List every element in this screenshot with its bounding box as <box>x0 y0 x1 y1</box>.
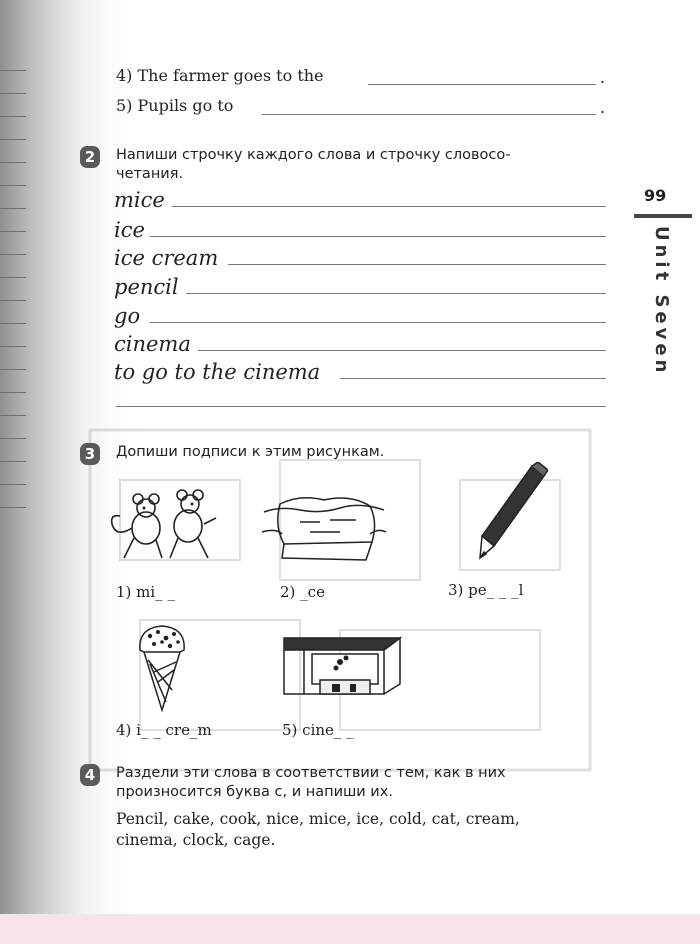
writing-line[interactable] <box>198 350 606 351</box>
pencil-illustration <box>476 462 548 560</box>
word-list <box>116 809 520 851</box>
exercise1-item5: 5) Pupils go to <box>116 96 234 115</box>
caption-pencil: 3) pe_ _ _l <box>448 581 524 599</box>
binding-shadow <box>0 70 30 530</box>
mice-illustration <box>108 488 218 564</box>
writing-line[interactable] <box>186 293 606 294</box>
word-list-line: Pencil, cake, cook, nice, mice, ice, cold, cat, cream, <box>116 810 520 828</box>
copy-word-ice: ice <box>114 218 145 242</box>
instruction-line: произносится буква с, и напиши их. <box>116 784 393 800</box>
word-list-line: cinema, clock, cage. <box>116 831 276 849</box>
writing-line[interactable] <box>150 236 606 237</box>
task-number-badge: 2 <box>80 146 100 168</box>
caption-ice: 2) _ce <box>280 583 325 601</box>
period: . <box>600 68 606 87</box>
writing-line[interactable] <box>228 264 606 265</box>
cinema-illustration <box>280 636 404 698</box>
page-number-rule <box>634 214 692 218</box>
page-bottom-margin <box>0 914 700 944</box>
caption-ice-cream: 4) i_ _ cre_m <box>116 721 212 739</box>
copy-word-mice: mice <box>114 188 165 212</box>
page-number: 99 <box>644 186 667 205</box>
caption-cinema: 5) cine_ _ <box>282 721 354 739</box>
answer-line[interactable] <box>262 114 596 115</box>
writing-line[interactable] <box>116 406 606 407</box>
ice-cream-illustration <box>134 620 190 712</box>
copy-word-go: go <box>114 304 141 328</box>
period: . <box>600 98 606 117</box>
copy-word-pencil: pencil <box>114 275 179 299</box>
unit-label: Unit Seven <box>651 226 672 377</box>
answer-line[interactable] <box>368 84 596 85</box>
ice-illustration <box>260 492 388 564</box>
instruction-line: Раздели эти слова в соответствии с тем, как в них <box>116 765 506 781</box>
writing-line[interactable] <box>340 378 606 379</box>
exercise2-instruction <box>116 146 511 184</box>
writing-line[interactable] <box>150 322 606 323</box>
copy-word-cinema: cinema <box>114 332 191 356</box>
copy-phrase-to-go-to-the-cinema: to go to the cinema <box>114 360 321 384</box>
exercise4-instruction <box>116 764 506 802</box>
caption-mice: 1) mi_ _ <box>116 583 175 601</box>
exercise3-instruction: Допиши подписи к этим рисункам. <box>116 444 385 460</box>
copy-word-ice-cream: ice cream <box>114 246 219 270</box>
task-number-badge: 3 <box>80 443 100 465</box>
writing-line[interactable] <box>172 206 606 207</box>
exercise1-item4: 4) The farmer goes to the <box>116 66 324 85</box>
task-number-badge: 4 <box>80 764 100 786</box>
instruction-line: четания. <box>116 166 184 182</box>
instruction-line: Напиши строчку каждого слова и строчку словосо- <box>116 147 511 163</box>
